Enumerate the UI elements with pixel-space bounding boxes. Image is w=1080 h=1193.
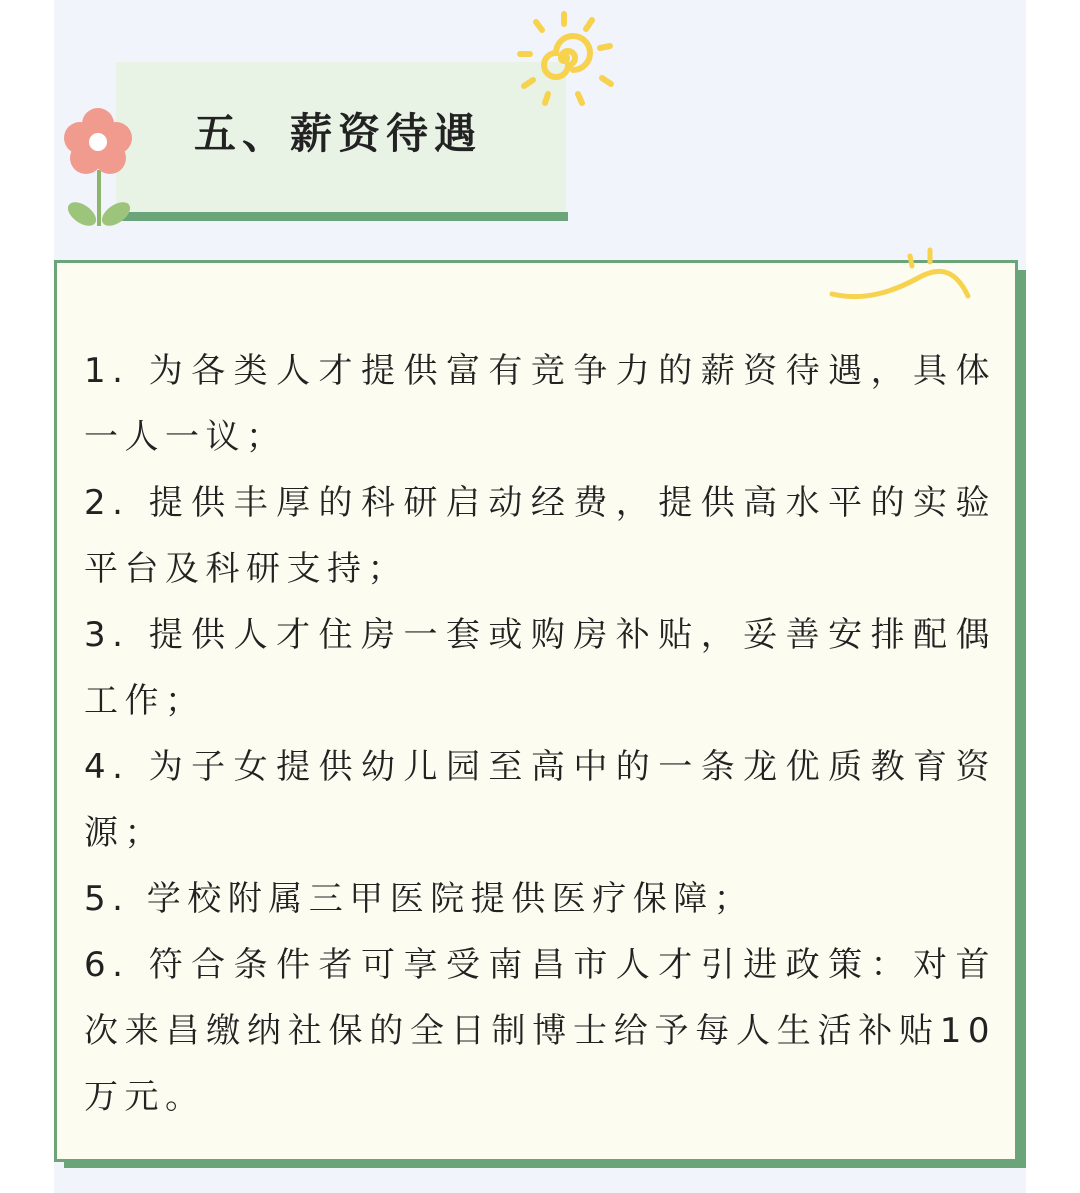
section-header-underline bbox=[116, 212, 568, 221]
section-title: 五、薪资待遇 bbox=[194, 109, 483, 158]
list-item: 2. 提供丰厚的科研启动经费，提供高水平的实验平台及科研支持； bbox=[84, 483, 996, 589]
flower-icon bbox=[58, 104, 142, 234]
list-item: 6. 符合条件者可享受南昌市人才引进政策：对首次来昌缴纳社保的全日制博士给予每人生活补贴10万元。 bbox=[84, 945, 996, 1117]
sun-icon bbox=[512, 8, 616, 108]
list-item: 4. 为子女提供幼儿园至高中的一条龙优质教育资源； bbox=[84, 747, 996, 853]
benefits-list bbox=[84, 338, 996, 1130]
list-item: 5. 学校附属三甲医院提供医疗保障； bbox=[84, 879, 755, 919]
swoosh-icon bbox=[826, 246, 976, 310]
list-item: 1. 为各类人才提供富有竞争力的薪资待遇，具体一人一议； bbox=[84, 351, 996, 457]
list-item: 3. 提供人才住房一套或购房补贴，妥善安排配偶工作； bbox=[84, 615, 996, 721]
